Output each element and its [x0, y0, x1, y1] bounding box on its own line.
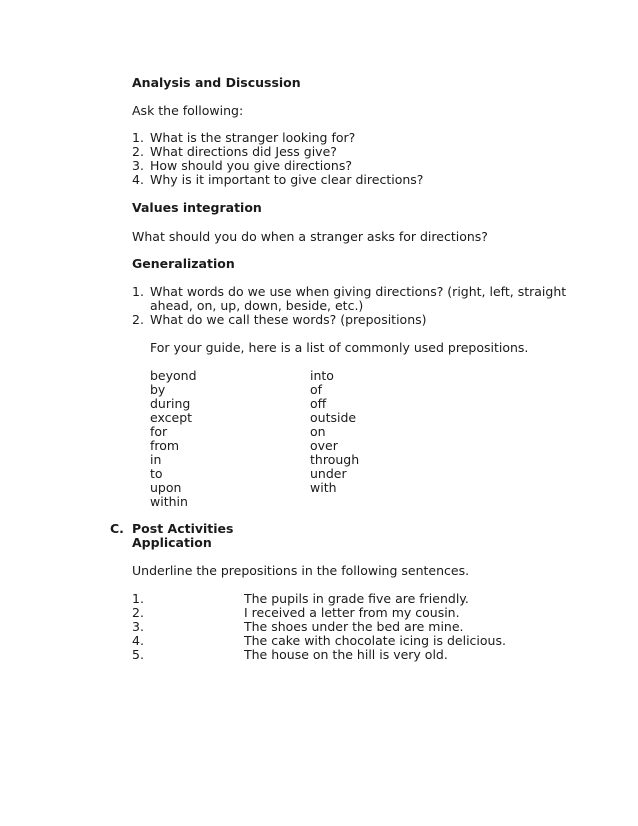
- preposition-word: off: [310, 396, 327, 411]
- preposition-word: over: [310, 438, 338, 453]
- preposition-word: for: [150, 424, 168, 439]
- item-number: 1.: [132, 591, 144, 606]
- item-text: The shoes under the bed are mine.: [244, 619, 464, 634]
- item-text: The pupils in grade five are friendly.: [244, 591, 469, 606]
- section-letter: C.: [110, 521, 124, 536]
- post-activities-heading: Post Activities: [132, 521, 234, 536]
- item-text: Why is it important to give clear directions?: [150, 172, 424, 187]
- preposition-word: in: [150, 452, 162, 467]
- analysis-intro: Ask the following:: [132, 103, 244, 118]
- item-text: The house on the hill is very old.: [244, 647, 448, 662]
- preposition-word: by: [150, 382, 166, 397]
- item-text: What is the stranger looking for?: [150, 130, 356, 145]
- item-number: 3.: [132, 158, 144, 173]
- item-number: 5.: [132, 647, 144, 662]
- application-instruction: Underline the prepositions in the following sentences.: [132, 563, 470, 578]
- preposition-word: on: [310, 424, 326, 439]
- item-number: 2.: [132, 312, 144, 327]
- item-text: What do we call these words? (prepositions): [150, 312, 427, 327]
- preposition-word: from: [150, 438, 180, 453]
- values-heading: Values integration: [132, 200, 262, 215]
- application-heading: Application: [132, 535, 212, 550]
- preposition-word: of: [310, 382, 323, 397]
- item-number: 1.: [132, 130, 144, 145]
- prepositions-left-column: [150, 369, 197, 509]
- preposition-word: outside: [310, 410, 357, 425]
- preposition-word: upon: [150, 480, 182, 495]
- item-text: The cake with chocolate icing is delicious.: [244, 633, 506, 648]
- values-question: What should you do when a stranger asks for directions?: [132, 229, 488, 244]
- preposition-word: into: [310, 368, 334, 383]
- preposition-word: except: [150, 410, 193, 425]
- item-text: I received a letter from my cousin.: [244, 605, 460, 620]
- item-number: 1.: [132, 284, 144, 299]
- preposition-word: beyond: [150, 368, 197, 383]
- item-number: 3.: [132, 619, 144, 634]
- preposition-word: under: [310, 466, 347, 481]
- preposition-word: during: [150, 396, 191, 411]
- item-text: How should you give directions?: [150, 158, 352, 173]
- item-number: 4.: [132, 633, 144, 648]
- item-text: What words do we use when giving directions? (right, left, straight: [150, 284, 567, 299]
- prepositions-right-column: [310, 369, 359, 495]
- preposition-word: with: [310, 480, 337, 495]
- item-number: 2.: [132, 144, 144, 159]
- item-text: What directions did Jess give?: [150, 144, 337, 159]
- preposition-word: within: [150, 494, 188, 509]
- item-number: 2.: [132, 605, 144, 620]
- analysis-heading: Analysis and Discussion: [132, 75, 301, 90]
- item-text-continued: ahead, on, up, down, beside, etc.): [150, 298, 364, 313]
- preposition-word: through: [310, 452, 360, 467]
- generalization-heading: Generalization: [132, 256, 235, 271]
- guide-text: For your guide, here is a list of commonly used prepositions.: [150, 340, 529, 355]
- item-number: 4.: [132, 172, 144, 187]
- preposition-word: to: [150, 466, 163, 481]
